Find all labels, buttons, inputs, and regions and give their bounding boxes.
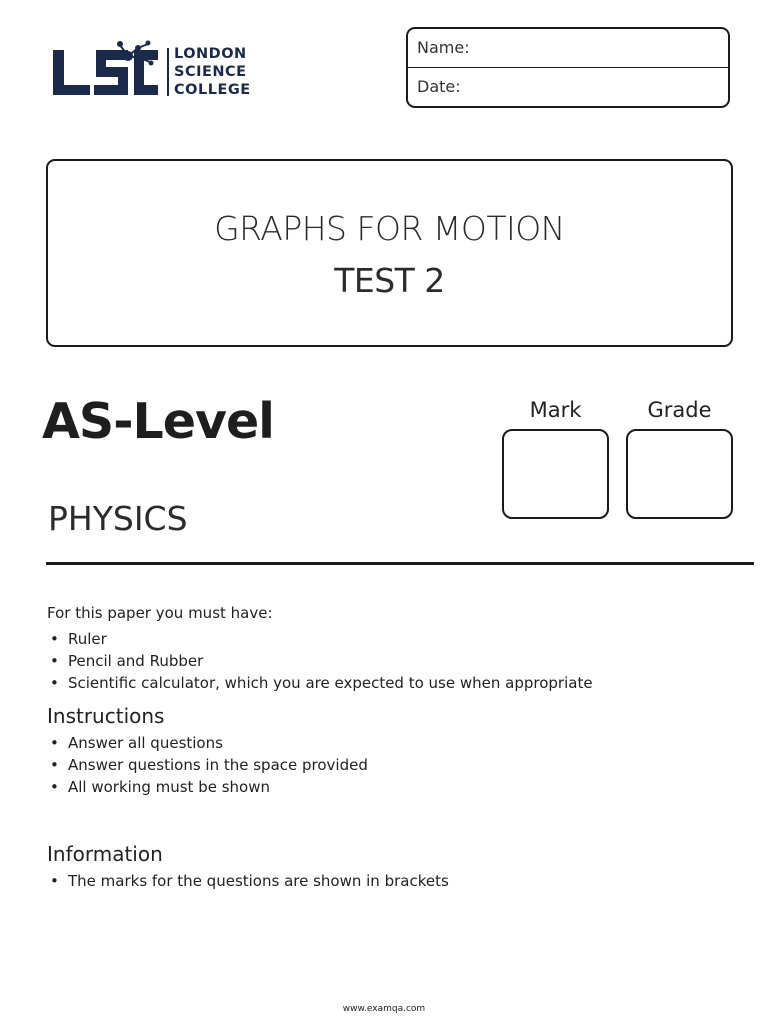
- test-number: TEST 2: [334, 261, 445, 300]
- logo-wordmark: [174, 45, 251, 99]
- instructions-heading: Instructions: [47, 704, 165, 728]
- list-item: • All working must be shown: [47, 776, 368, 798]
- name-field[interactable]: [408, 29, 728, 68]
- grade-box[interactable]: [626, 429, 733, 519]
- list-item: • The marks for the questions are shown in brackets: [47, 870, 449, 892]
- logo-line-1: LONDON: [174, 46, 247, 62]
- instructions-list: [47, 732, 368, 798]
- list-item: • Answer all questions: [47, 732, 368, 754]
- title-box: [46, 159, 733, 347]
- level-heading: AS-Level: [42, 393, 274, 450]
- list-item: • Pencil and Rubber: [47, 650, 593, 672]
- subject-heading: PHYSICS: [48, 499, 188, 538]
- mark-label: Mark: [529, 398, 582, 422]
- logo-line-2: SCIENCE: [174, 64, 247, 80]
- information-heading: Information: [47, 842, 163, 866]
- information-list: [47, 870, 449, 892]
- test-title: GRAPHS FOR MOTION: [214, 209, 565, 248]
- list-item: • Answer questions in the space provided: [47, 754, 368, 776]
- list-item: • Scientific calculator, which you are expected to use when appropriate: [47, 672, 593, 694]
- requirements-list: [47, 628, 593, 694]
- requirements-intro: For this paper you must have:: [47, 604, 273, 622]
- name-date-box: [406, 27, 730, 108]
- name-label: Name:: [417, 38, 470, 58]
- logo-line-3: COLLEGE: [174, 82, 251, 98]
- date-field[interactable]: [408, 68, 728, 107]
- mark-box[interactable]: [502, 429, 609, 519]
- list-item: • Ruler: [47, 628, 593, 650]
- section-divider: [46, 562, 754, 565]
- footer-url: www.examqa.com: [342, 1004, 426, 1014]
- grade-label: Grade: [647, 398, 712, 422]
- date-label: Date:: [417, 77, 461, 97]
